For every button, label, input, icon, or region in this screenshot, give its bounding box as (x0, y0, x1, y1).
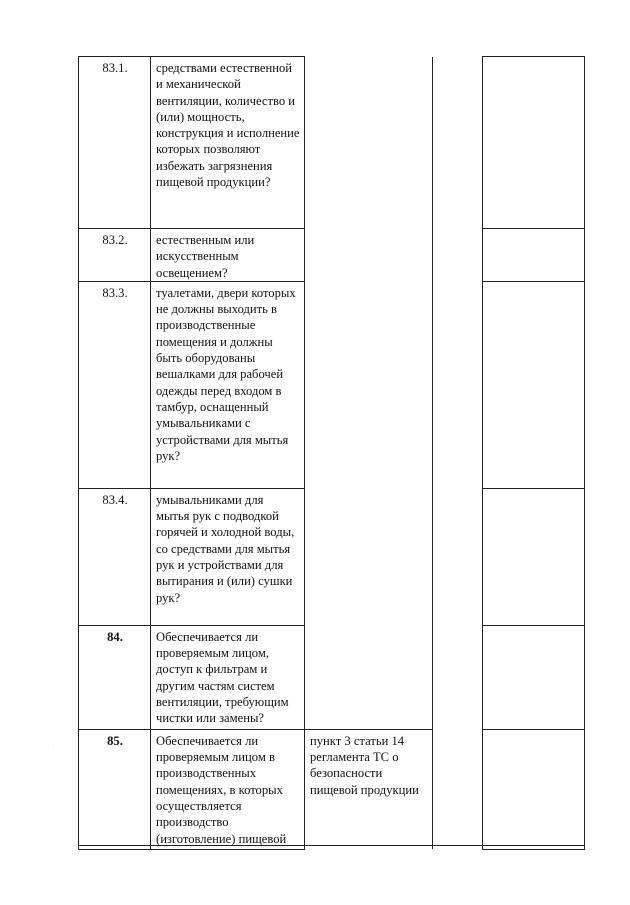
row-number: 85. (79, 729, 151, 849)
question-text: Обеспечивается ли проверяемым лицом в производственных помещениях, в которых осуществляется производство (изготовление) пищевой (151, 729, 305, 849)
reference-cell (305, 229, 433, 282)
blank-cell (433, 229, 483, 282)
answer-cell (483, 625, 585, 729)
checklist-table (78, 56, 585, 850)
question-text: туалетами, двери которых не должны выходить в производственные помещения и должны быть оборудованы вешалками для рабочей одежды перед входом в тамбур, оснащенный умывальниками с устройствами для мытья рук? (151, 281, 305, 488)
row-number: 84. (79, 625, 151, 729)
table-row (79, 229, 585, 282)
table-row (79, 57, 585, 229)
answer-cell (483, 57, 585, 229)
row-number: 83.3. (79, 281, 151, 488)
margin-mark: . (52, 742, 54, 748)
table-bottom-border (78, 845, 584, 846)
answer-cell (483, 729, 585, 849)
question-text: умывальниками для мытья рук с подводкой горячей и холодной воды, со средствами для мытья рук и устройствами для вытирания и (или) сушки рук? (151, 488, 305, 625)
question-text: Обеспечивается ли проверяемым лицом, доступ к фильтрам и другим частям систем вентиляции, требующим чистки или замены? (151, 625, 305, 729)
table-row (79, 488, 585, 625)
question-text: естественным или искусственным освещением? (151, 229, 305, 282)
answer-cell (483, 488, 585, 625)
answer-cell (483, 229, 585, 282)
question-text: средствами естественной и механической вентиляции, количество и (или) мощность, конструкция и исполнение которых позволяют избежать загрязнения пищевой продукции? (151, 57, 305, 229)
table-row (79, 729, 585, 849)
row-number: 83.2. (79, 229, 151, 282)
reference-cell (305, 488, 433, 625)
reference-cell: пункт 3 статьи 14 регламента ТС о безопасности пищевой продукции (305, 729, 433, 849)
row-number: 83.1. (79, 57, 151, 229)
table-row (79, 625, 585, 729)
blank-cell (433, 281, 483, 488)
table-row (79, 281, 585, 488)
blank-cell (433, 488, 483, 625)
reference-cell (305, 625, 433, 729)
blank-cell (433, 729, 483, 849)
blank-cell (433, 57, 483, 229)
reference-cell (305, 57, 433, 229)
blank-cell (433, 625, 483, 729)
reference-cell (305, 281, 433, 488)
answer-cell (483, 281, 585, 488)
row-number: 83.4. (79, 488, 151, 625)
